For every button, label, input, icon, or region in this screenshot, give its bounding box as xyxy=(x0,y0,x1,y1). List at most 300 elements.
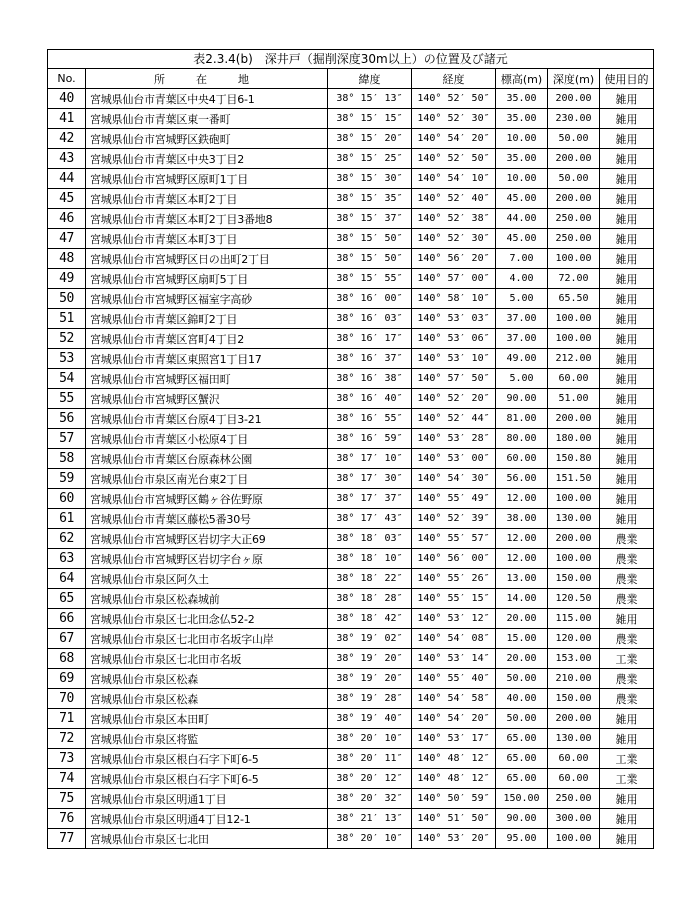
table-body xyxy=(48,89,654,849)
cell-no: 45 xyxy=(48,189,86,209)
cell-longitude: 140° 52′ 50″ xyxy=(412,89,496,109)
cell-location: 宮城県仙台市泉区阿久土 xyxy=(86,569,328,589)
cell-purpose: 雑用 xyxy=(600,209,654,229)
header-no: No. xyxy=(48,69,86,89)
cell-depth: 120.50 xyxy=(548,589,600,609)
cell-no: 66 xyxy=(48,609,86,629)
cell-longitude: 140° 57′ 00″ xyxy=(412,269,496,289)
cell-no: 73 xyxy=(48,749,86,769)
cell-no: 43 xyxy=(48,149,86,169)
cell-latitude: 38° 15′ 30″ xyxy=(328,169,412,189)
cell-depth: 50.00 xyxy=(548,169,600,189)
table-row xyxy=(48,829,654,849)
cell-depth: 115.00 xyxy=(548,609,600,629)
cell-purpose: 雑用 xyxy=(600,129,654,149)
cell-no: 58 xyxy=(48,449,86,469)
cell-location: 宮城県仙台市青葉区台原4丁目3-21 xyxy=(86,409,328,429)
cell-purpose: 雑用 xyxy=(600,509,654,529)
cell-no: 76 xyxy=(48,809,86,829)
cell-depth: 60.00 xyxy=(548,749,600,769)
cell-location: 宮城県仙台市泉区明通4丁目12-1 xyxy=(86,809,328,829)
cell-latitude: 38° 16′ 37″ xyxy=(328,349,412,369)
cell-depth: 151.50 xyxy=(548,469,600,489)
cell-depth: 180.00 xyxy=(548,429,600,449)
cell-depth: 65.50 xyxy=(548,289,600,309)
cell-longitude: 140° 55′ 40″ xyxy=(412,669,496,689)
cell-longitude: 140° 52′ 50″ xyxy=(412,149,496,169)
cell-elevation: 35.00 xyxy=(496,109,548,129)
cell-depth: 100.00 xyxy=(548,309,600,329)
cell-location: 宮城県仙台市青葉区小松原4丁目 xyxy=(86,429,328,449)
cell-location: 宮城県仙台市泉区松森 xyxy=(86,669,328,689)
table-row xyxy=(48,729,654,749)
cell-purpose: 雑用 xyxy=(600,349,654,369)
cell-purpose: 工業 xyxy=(600,649,654,669)
cell-no: 51 xyxy=(48,309,86,329)
cell-latitude: 38° 17′ 37″ xyxy=(328,489,412,509)
cell-elevation: 81.00 xyxy=(496,409,548,429)
cell-location: 宮城県仙台市泉区南光台東2丁目 xyxy=(86,469,328,489)
cell-location: 宮城県仙台市青葉区中央3丁目2 xyxy=(86,149,328,169)
cell-depth: 60.00 xyxy=(548,369,600,389)
cell-elevation: 15.00 xyxy=(496,629,548,649)
cell-purpose: 雑用 xyxy=(600,169,654,189)
cell-purpose: 農業 xyxy=(600,549,654,569)
cell-latitude: 38° 18′ 10″ xyxy=(328,549,412,569)
cell-elevation: 50.00 xyxy=(496,669,548,689)
table-row xyxy=(48,349,654,369)
cell-no: 63 xyxy=(48,549,86,569)
table-row xyxy=(48,549,654,569)
cell-elevation: 44.00 xyxy=(496,209,548,229)
cell-elevation: 12.00 xyxy=(496,489,548,509)
cell-location: 宮城県仙台市青葉区宮町4丁目2 xyxy=(86,329,328,349)
cell-purpose: 雑用 xyxy=(600,289,654,309)
cell-latitude: 38° 19′ 20″ xyxy=(328,669,412,689)
cell-purpose: 雑用 xyxy=(600,729,654,749)
cell-depth: 51.00 xyxy=(548,389,600,409)
header-elevation: 標高(m) xyxy=(496,69,548,89)
cell-longitude: 140° 54′ 08″ xyxy=(412,629,496,649)
cell-elevation: 20.00 xyxy=(496,609,548,629)
table-row xyxy=(48,489,654,509)
cell-longitude: 140° 58′ 10″ xyxy=(412,289,496,309)
cell-elevation: 10.00 xyxy=(496,169,548,189)
table-row xyxy=(48,309,654,329)
cell-purpose: 農業 xyxy=(600,529,654,549)
cell-latitude: 38° 16′ 55″ xyxy=(328,409,412,429)
cell-longitude: 140° 54′ 20″ xyxy=(412,709,496,729)
cell-latitude: 38° 17′ 10″ xyxy=(328,449,412,469)
cell-depth: 200.00 xyxy=(548,149,600,169)
cell-longitude: 140° 57′ 50″ xyxy=(412,369,496,389)
cell-location: 宮城県仙台市青葉区藤松5番30号 xyxy=(86,509,328,529)
cell-longitude: 140° 55′ 57″ xyxy=(412,529,496,549)
table-row xyxy=(48,109,654,129)
cell-latitude: 38° 18′ 42″ xyxy=(328,609,412,629)
cell-longitude: 140° 55′ 26″ xyxy=(412,569,496,589)
cell-latitude: 38° 15′ 13″ xyxy=(328,89,412,109)
cell-latitude: 38° 19′ 28″ xyxy=(328,689,412,709)
cell-location: 宮城県仙台市泉区将監 xyxy=(86,729,328,749)
cell-no: 56 xyxy=(48,409,86,429)
table-row xyxy=(48,149,654,169)
cell-longitude: 140° 52′ 40″ xyxy=(412,189,496,209)
header-purpose: 使用目的 xyxy=(600,69,654,89)
cell-longitude: 140° 53′ 06″ xyxy=(412,329,496,349)
deep-well-table xyxy=(47,49,654,849)
cell-location: 宮城県仙台市泉区七北田市名坂 xyxy=(86,649,328,669)
cell-longitude: 140° 52′ 20″ xyxy=(412,389,496,409)
cell-elevation: 60.00 xyxy=(496,449,548,469)
cell-elevation: 50.00 xyxy=(496,709,548,729)
cell-purpose: 雑用 xyxy=(600,829,654,849)
cell-longitude: 140° 51′ 50″ xyxy=(412,809,496,829)
table-row xyxy=(48,649,654,669)
cell-purpose: 雑用 xyxy=(600,109,654,129)
cell-elevation: 95.00 xyxy=(496,829,548,849)
cell-depth: 200.00 xyxy=(548,529,600,549)
cell-elevation: 90.00 xyxy=(496,809,548,829)
cell-location: 宮城県仙台市青葉区錦町2丁目 xyxy=(86,309,328,329)
cell-longitude: 140° 53′ 14″ xyxy=(412,649,496,669)
cell-purpose: 雑用 xyxy=(600,189,654,209)
cell-depth: 120.00 xyxy=(548,629,600,649)
cell-purpose: 雑用 xyxy=(600,609,654,629)
table-row xyxy=(48,89,654,109)
cell-longitude: 140° 56′ 00″ xyxy=(412,549,496,569)
cell-elevation: 65.00 xyxy=(496,769,548,789)
cell-no: 40 xyxy=(48,89,86,109)
cell-no: 54 xyxy=(48,369,86,389)
table-row xyxy=(48,669,654,689)
cell-no: 74 xyxy=(48,769,86,789)
cell-depth: 50.00 xyxy=(548,129,600,149)
table-row xyxy=(48,289,654,309)
table-row xyxy=(48,369,654,389)
cell-depth: 200.00 xyxy=(548,189,600,209)
cell-no: 53 xyxy=(48,349,86,369)
table-row xyxy=(48,689,654,709)
cell-depth: 250.00 xyxy=(548,209,600,229)
cell-latitude: 38° 16′ 17″ xyxy=(328,329,412,349)
cell-purpose: 農業 xyxy=(600,629,654,649)
cell-location: 宮城県仙台市青葉区本町3丁目 xyxy=(86,229,328,249)
cell-location: 宮城県仙台市宮城野区原町1丁目 xyxy=(86,169,328,189)
cell-purpose: 農業 xyxy=(600,589,654,609)
cell-elevation: 20.00 xyxy=(496,649,548,669)
cell-latitude: 38° 15′ 20″ xyxy=(328,129,412,149)
cell-location: 宮城県仙台市泉区七北田市名坂字山岸 xyxy=(86,629,328,649)
cell-depth: 200.00 xyxy=(548,709,600,729)
cell-longitude: 140° 53′ 28″ xyxy=(412,429,496,449)
cell-latitude: 38° 16′ 59″ xyxy=(328,429,412,449)
table-row xyxy=(48,789,654,809)
cell-longitude: 140° 54′ 30″ xyxy=(412,469,496,489)
table-row xyxy=(48,529,654,549)
cell-location: 宮城県仙台市泉区七北田 xyxy=(86,829,328,849)
cell-depth: 150.80 xyxy=(548,449,600,469)
cell-no: 62 xyxy=(48,529,86,549)
cell-latitude: 38° 17′ 43″ xyxy=(328,509,412,529)
table-row xyxy=(48,769,654,789)
cell-longitude: 140° 55′ 49″ xyxy=(412,489,496,509)
cell-purpose: 雑用 xyxy=(600,149,654,169)
cell-elevation: 10.00 xyxy=(496,129,548,149)
cell-purpose: 雑用 xyxy=(600,489,654,509)
table-row xyxy=(48,809,654,829)
table-title: 表2.3.4(b) 深井戸（掘削深度30m以上）の位置及び諸元 xyxy=(47,49,654,68)
cell-depth: 100.00 xyxy=(548,489,600,509)
cell-longitude: 140° 52′ 30″ xyxy=(412,229,496,249)
cell-latitude: 38° 16′ 03″ xyxy=(328,309,412,329)
table-row xyxy=(48,129,654,149)
cell-location: 宮城県仙台市宮城野区鶴ヶ谷佐野原 xyxy=(86,489,328,509)
table-row xyxy=(48,269,654,289)
cell-depth: 100.00 xyxy=(548,329,600,349)
cell-elevation: 37.00 xyxy=(496,329,548,349)
cell-latitude: 38° 15′ 50″ xyxy=(328,229,412,249)
cell-purpose: 雑用 xyxy=(600,329,654,349)
cell-latitude: 38° 16′ 38″ xyxy=(328,369,412,389)
cell-location: 宮城県仙台市泉区七北田念仏52-2 xyxy=(86,609,328,629)
cell-purpose: 雑用 xyxy=(600,469,654,489)
cell-depth: 250.00 xyxy=(548,789,600,809)
cell-longitude: 140° 54′ 20″ xyxy=(412,129,496,149)
table-row xyxy=(48,209,654,229)
cell-elevation: 37.00 xyxy=(496,309,548,329)
table-row xyxy=(48,329,654,349)
cell-latitude: 38° 15′ 50″ xyxy=(328,249,412,269)
cell-latitude: 38° 15′ 55″ xyxy=(328,269,412,289)
cell-latitude: 38° 21′ 13″ xyxy=(328,809,412,829)
cell-no: 48 xyxy=(48,249,86,269)
header-location: 所 在 地 xyxy=(86,69,328,89)
cell-elevation: 65.00 xyxy=(496,749,548,769)
cell-depth: 150.00 xyxy=(548,689,600,709)
cell-location: 宮城県仙台市泉区根白石字下町6-5 xyxy=(86,769,328,789)
cell-no: 77 xyxy=(48,829,86,849)
cell-no: 69 xyxy=(48,669,86,689)
cell-location: 宮城県仙台市泉区本田町 xyxy=(86,709,328,729)
cell-longitude: 140° 52′ 44″ xyxy=(412,409,496,429)
cell-latitude: 38° 19′ 40″ xyxy=(328,709,412,729)
cell-elevation: 56.00 xyxy=(496,469,548,489)
cell-depth: 212.00 xyxy=(548,349,600,369)
cell-location: 宮城県仙台市泉区松森 xyxy=(86,689,328,709)
cell-purpose: 雑用 xyxy=(600,789,654,809)
cell-purpose: 雑用 xyxy=(600,309,654,329)
cell-latitude: 38° 15′ 15″ xyxy=(328,109,412,129)
cell-elevation: 90.00 xyxy=(496,389,548,409)
cell-latitude: 38° 18′ 22″ xyxy=(328,569,412,589)
cell-latitude: 38° 15′ 35″ xyxy=(328,189,412,209)
cell-latitude: 38° 19′ 20″ xyxy=(328,649,412,669)
cell-longitude: 140° 48′ 12″ xyxy=(412,749,496,769)
cell-purpose: 農業 xyxy=(600,569,654,589)
cell-purpose: 工業 xyxy=(600,749,654,769)
cell-no: 59 xyxy=(48,469,86,489)
cell-no: 65 xyxy=(48,589,86,609)
cell-elevation: 14.00 xyxy=(496,589,548,609)
cell-latitude: 38° 18′ 03″ xyxy=(328,529,412,549)
cell-location: 宮城県仙台市泉区明通1丁目 xyxy=(86,789,328,809)
cell-longitude: 140° 48′ 12″ xyxy=(412,769,496,789)
cell-longitude: 140° 53′ 20″ xyxy=(412,829,496,849)
table-row xyxy=(48,709,654,729)
cell-elevation: 13.00 xyxy=(496,569,548,589)
cell-latitude: 38° 20′ 11″ xyxy=(328,749,412,769)
cell-location: 宮城県仙台市宮城野区福室字高砂 xyxy=(86,289,328,309)
table-row xyxy=(48,189,654,209)
cell-purpose: 雑用 xyxy=(600,269,654,289)
cell-latitude: 38° 17′ 30″ xyxy=(328,469,412,489)
cell-depth: 200.00 xyxy=(548,89,600,109)
cell-location: 宮城県仙台市泉区根白石字下町6-5 xyxy=(86,749,328,769)
cell-purpose: 雑用 xyxy=(600,389,654,409)
cell-location: 宮城県仙台市宮城野区扇町5丁目 xyxy=(86,269,328,289)
cell-elevation: 45.00 xyxy=(496,189,548,209)
cell-latitude: 38° 20′ 32″ xyxy=(328,789,412,809)
cell-location: 宮城県仙台市青葉区中央4丁目6-1 xyxy=(86,89,328,109)
cell-elevation: 35.00 xyxy=(496,149,548,169)
cell-no: 67 xyxy=(48,629,86,649)
cell-elevation: 150.00 xyxy=(496,789,548,809)
cell-no: 52 xyxy=(48,329,86,349)
table-row xyxy=(48,429,654,449)
table-row xyxy=(48,469,654,489)
cell-purpose: 農業 xyxy=(600,669,654,689)
cell-no: 55 xyxy=(48,389,86,409)
cell-latitude: 38° 16′ 40″ xyxy=(328,389,412,409)
cell-latitude: 38° 16′ 00″ xyxy=(328,289,412,309)
table-row xyxy=(48,449,654,469)
cell-depth: 100.00 xyxy=(548,549,600,569)
cell-latitude: 38° 20′ 10″ xyxy=(328,829,412,849)
cell-purpose: 工業 xyxy=(600,769,654,789)
cell-latitude: 38° 15′ 37″ xyxy=(328,209,412,229)
table-row xyxy=(48,389,654,409)
cell-purpose: 雑用 xyxy=(600,449,654,469)
cell-longitude: 140° 50′ 59″ xyxy=(412,789,496,809)
cell-depth: 230.00 xyxy=(548,109,600,129)
cell-depth: 300.00 xyxy=(548,809,600,829)
cell-location: 宮城県仙台市宮城野区鉄砲町 xyxy=(86,129,328,149)
cell-elevation: 38.00 xyxy=(496,509,548,529)
cell-depth: 130.00 xyxy=(548,729,600,749)
cell-no: 44 xyxy=(48,169,86,189)
table-row xyxy=(48,249,654,269)
cell-elevation: 12.00 xyxy=(496,529,548,549)
cell-no: 50 xyxy=(48,289,86,309)
header-latitude: 緯度 xyxy=(328,69,412,89)
cell-no: 68 xyxy=(48,649,86,669)
table-row xyxy=(48,629,654,649)
table-row xyxy=(48,229,654,249)
cell-depth: 153.00 xyxy=(548,649,600,669)
cell-depth: 60.00 xyxy=(548,769,600,789)
cell-purpose: 雑用 xyxy=(600,709,654,729)
table-header-row xyxy=(48,69,654,89)
cell-elevation: 5.00 xyxy=(496,289,548,309)
cell-location: 宮城県仙台市宮城野区岩切字大正69 xyxy=(86,529,328,549)
cell-depth: 130.00 xyxy=(548,509,600,529)
cell-no: 60 xyxy=(48,489,86,509)
cell-longitude: 140° 54′ 58″ xyxy=(412,689,496,709)
cell-longitude: 140° 52′ 30″ xyxy=(412,109,496,129)
cell-no: 61 xyxy=(48,509,86,529)
table-row xyxy=(48,409,654,429)
cell-longitude: 140° 53′ 03″ xyxy=(412,309,496,329)
cell-longitude: 140° 53′ 10″ xyxy=(412,349,496,369)
cell-no: 41 xyxy=(48,109,86,129)
cell-longitude: 140° 53′ 12″ xyxy=(412,609,496,629)
header-longitude: 経度 xyxy=(412,69,496,89)
cell-longitude: 140° 54′ 10″ xyxy=(412,169,496,189)
table-row xyxy=(48,589,654,609)
cell-elevation: 49.00 xyxy=(496,349,548,369)
cell-location: 宮城県仙台市宮城野区岩切字台ヶ原 xyxy=(86,549,328,569)
cell-location: 宮城県仙台市宮城野区福田町 xyxy=(86,369,328,389)
cell-latitude: 38° 20′ 10″ xyxy=(328,729,412,749)
cell-longitude: 140° 53′ 00″ xyxy=(412,449,496,469)
cell-longitude: 140° 55′ 15″ xyxy=(412,589,496,609)
cell-purpose: 雑用 xyxy=(600,249,654,269)
cell-purpose: 雑用 xyxy=(600,89,654,109)
cell-location: 宮城県仙台市青葉区本町2丁目3番地8 xyxy=(86,209,328,229)
cell-elevation: 35.00 xyxy=(496,89,548,109)
well-table-sheet xyxy=(47,49,653,849)
cell-latitude: 38° 18′ 28″ xyxy=(328,589,412,609)
cell-no: 64 xyxy=(48,569,86,589)
cell-depth: 210.00 xyxy=(548,669,600,689)
cell-latitude: 38° 15′ 25″ xyxy=(328,149,412,169)
cell-depth: 72.00 xyxy=(548,269,600,289)
cell-location: 宮城県仙台市青葉区本町2丁目 xyxy=(86,189,328,209)
header-depth: 深度(m) xyxy=(548,69,600,89)
cell-latitude: 38° 20′ 12″ xyxy=(328,769,412,789)
cell-elevation: 5.00 xyxy=(496,369,548,389)
cell-location: 宮城県仙台市青葉区東一番町 xyxy=(86,109,328,129)
table-row xyxy=(48,509,654,529)
cell-longitude: 140° 52′ 39″ xyxy=(412,509,496,529)
cell-location: 宮城県仙台市青葉区台原森林公園 xyxy=(86,449,328,469)
cell-elevation: 12.00 xyxy=(496,549,548,569)
cell-purpose: 雑用 xyxy=(600,369,654,389)
cell-purpose: 雑用 xyxy=(600,409,654,429)
cell-no: 57 xyxy=(48,429,86,449)
cell-longitude: 140° 56′ 20″ xyxy=(412,249,496,269)
cell-location: 宮城県仙台市宮城野区日の出町2丁目 xyxy=(86,249,328,269)
cell-latitude: 38° 19′ 02″ xyxy=(328,629,412,649)
cell-no: 49 xyxy=(48,269,86,289)
cell-no: 42 xyxy=(48,129,86,149)
cell-purpose: 雑用 xyxy=(600,809,654,829)
cell-location: 宮城県仙台市泉区松森城前 xyxy=(86,589,328,609)
cell-depth: 200.00 xyxy=(548,409,600,429)
cell-purpose: 雑用 xyxy=(600,429,654,449)
cell-purpose: 農業 xyxy=(600,689,654,709)
table-row xyxy=(48,749,654,769)
cell-no: 46 xyxy=(48,209,86,229)
cell-depth: 250.00 xyxy=(548,229,600,249)
cell-longitude: 140° 52′ 38″ xyxy=(412,209,496,229)
cell-no: 72 xyxy=(48,729,86,749)
cell-longitude: 140° 53′ 17″ xyxy=(412,729,496,749)
cell-purpose: 雑用 xyxy=(600,229,654,249)
table-row xyxy=(48,569,654,589)
cell-no: 70 xyxy=(48,689,86,709)
